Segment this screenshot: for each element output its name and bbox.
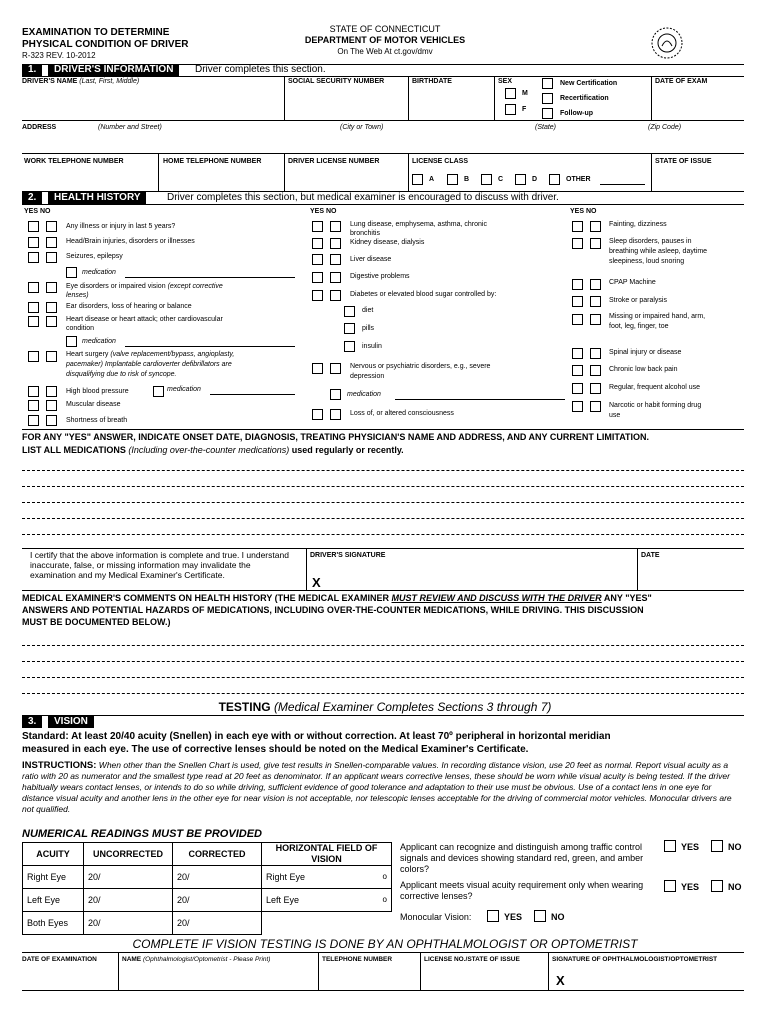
form-number: R-323 REV. 10-2012 (22, 51, 96, 60)
degree-symbol: o (382, 872, 387, 881)
missing-limb-label: Missing or impaired hand, arm, (609, 313, 706, 320)
liver-yes-checkbox[interactable] (312, 254, 323, 265)
divider (420, 952, 421, 990)
section-2-note: Driver completes this section, but medical examiner is encouraged to discuss with driver. (167, 192, 559, 203)
seizures-label: Seizures, epilepsy (66, 253, 123, 260)
empty-cell (262, 912, 392, 935)
date-label: DATE (641, 552, 660, 559)
seizures-yes-checkbox[interactable] (28, 252, 39, 263)
liver-no-checkbox[interactable] (330, 254, 341, 265)
zip-hint: (Zip Code) (648, 124, 682, 131)
stroke-no-checkbox[interactable] (590, 296, 601, 307)
eye-label: Eye disorders or impaired vision (except corrective (66, 283, 223, 290)
no-label: NO (728, 882, 742, 892)
divider (318, 952, 319, 990)
comment-line[interactable] (22, 677, 744, 678)
ophthalmologist-heading: COMPLETE IF VISION TESTING IS DONE BY AN OPHTHALMOLOGIST OR OPTOMETRIST (132, 937, 638, 951)
sex-f-label: F (522, 106, 527, 113)
right-corrected-cell[interactable]: 20/ (173, 866, 262, 889)
table-row (23, 889, 392, 912)
cpap-yes-checkbox[interactable] (572, 279, 583, 290)
divider (306, 548, 307, 590)
divider (22, 590, 744, 591)
corrected-header: CORRECTED (173, 843, 262, 866)
testing-heading: TESTING (Medical Examiner Completes Sections 3 through 7) (218, 700, 552, 714)
address-label: ADDRESS (22, 124, 57, 131)
class-c-checkbox[interactable] (481, 174, 492, 185)
acuity-table-header (23, 843, 392, 866)
numerical-readings-heading: NUMERICAL READINGS MUST BE PROVIDED (22, 828, 262, 840)
follow-up-checkbox[interactable] (542, 108, 553, 119)
pills-checkbox[interactable] (344, 323, 355, 334)
list-medications-instruction: LIST ALL MEDICATIONS (Including over-the-counter medications) used regularly or recently. (22, 445, 404, 455)
class-d-checkbox[interactable] (515, 174, 526, 185)
divider (408, 76, 409, 120)
drivers-name-label: DRIVER'S NAME (Last, First, Middle) (22, 78, 140, 85)
divider (22, 548, 744, 549)
digestive-no-checkbox[interactable] (330, 272, 341, 283)
right-eye-field-label: Right Eye (266, 872, 306, 882)
divider (408, 153, 409, 191)
medication-label: medication (167, 386, 201, 393)
bp-medication-checkbox[interactable] (153, 386, 164, 397)
eye-yes-checkbox[interactable] (28, 282, 39, 293)
cpap-label: CPAP Machine (609, 279, 656, 286)
examiner-comments-line2: ANSWERS AND POTENTIAL HAZARDS OF MEDICATIONS, INCLUDING OVER-THE-COUNTER MEDICATIONS, WHILE DRIVING. THIS DISCUSSION (22, 605, 644, 615)
vision-standard-line2: measured in each eye. The use of corrective lenses should be noted on the Medical Examiner's Certificate. (22, 744, 529, 755)
sleep-label-cont2: sleepiness, loud snoring (609, 258, 685, 265)
medication-label: medication (347, 391, 381, 398)
back-pain-no-checkbox[interactable] (590, 365, 601, 376)
certification-statement: I certify that the above information is complete and true. I understand inaccurate, false, or missing information may invalidate the examination and my Medical Examiner's Certificate. (30, 550, 289, 580)
section-3-title: VISION (48, 716, 94, 728)
illness-no-checkbox[interactable] (46, 221, 57, 232)
yes-label: YES (681, 882, 700, 892)
divider (22, 429, 744, 430)
back-pain-label: Chronic low back pain (609, 366, 678, 373)
diet-checkbox[interactable] (344, 306, 355, 317)
monocular-yes-checkbox[interactable] (487, 910, 499, 922)
heart-surgery-no-checkbox[interactable] (46, 351, 57, 362)
left-corrected-cell[interactable]: 20/ (173, 889, 262, 912)
sleep-label-cont1: breathing while asleep, daytime (609, 248, 708, 255)
history-line[interactable] (22, 486, 744, 487)
state-seal-icon (650, 26, 684, 60)
sex-m-label: M (522, 90, 528, 97)
divider (637, 548, 638, 590)
kidney-yes-checkbox[interactable] (312, 238, 323, 249)
no-label: NO (551, 912, 565, 922)
monocular-no-checkbox[interactable] (534, 910, 546, 922)
color-yes-checkbox[interactable] (664, 840, 676, 852)
ssn-label: SOCIAL SECURITY NUMBER (288, 78, 385, 85)
heart-surgery-cont1: pacemaker) Implantable cardioverter defibrillators are (66, 361, 232, 368)
divider (118, 952, 119, 990)
medication-line[interactable] (125, 346, 295, 347)
signature-x[interactable]: X (312, 575, 321, 590)
sleep-no-checkbox[interactable] (590, 238, 601, 249)
illness-label: Any illness or injury in last 5 years? (66, 223, 176, 230)
nervous-no-checkbox[interactable] (330, 363, 341, 374)
follow-up-label: Follow-up (560, 110, 594, 117)
sex-m-checkbox[interactable] (505, 88, 516, 99)
corrective-lenses-question: Applicant meets visual acuity requirement only when wearing corrective lenses? (400, 880, 644, 901)
heart-surgery-cont2: disqualifying due to risk of syncope. (66, 371, 177, 378)
nervous-label-cont: depression (350, 373, 385, 380)
any-yes-instruction: FOR ANY "YES" ANSWER, INDICATE ONSET DATE, DIAGNOSIS, TREATING PHYSICIAN'S NAME AND ADDRESS, AND ANY CURRENT LIMITATION. (22, 432, 650, 442)
section-2-number: 2. (22, 192, 42, 204)
class-c-label: C (498, 176, 504, 183)
comment-line[interactable] (22, 661, 744, 662)
muscular-label: Muscular disease (66, 401, 121, 408)
class-other-checkbox[interactable] (549, 174, 560, 185)
fainting-label: Fainting, dizziness (609, 221, 667, 228)
divider (22, 76, 744, 77)
no-label: NO (728, 842, 742, 852)
yes-label: YES (681, 842, 700, 852)
recertification-checkbox[interactable] (542, 93, 553, 104)
form-title-line2: PHYSICAL CONDITION OF DRIVER (22, 39, 189, 50)
lung-label-cont: bronchitis (350, 230, 380, 237)
nervous-medication-checkbox[interactable] (330, 389, 341, 400)
color-recognition-question: Applicant can recognize and distinguish among traffic control signals and devices showing standard red, green, and amber colors? (400, 842, 644, 874)
acuity-table (22, 842, 392, 935)
blood-pressure-label: High blood pressure (66, 388, 129, 395)
left-eye-field-label: Left Eye (266, 895, 300, 905)
class-a-label: A (429, 176, 435, 183)
heart-label: Heart disease or heart attack; other cardiovascular (66, 316, 223, 323)
diet-label: diet (362, 307, 374, 314)
sex-label: SEX (498, 78, 513, 85)
lenses-yes-checkbox[interactable] (664, 880, 676, 892)
new-certification-label: New Certification (560, 80, 618, 87)
diabetes-yes-checkbox[interactable] (312, 290, 323, 301)
back-pain-yes-checkbox[interactable] (572, 365, 583, 376)
divider (284, 76, 285, 120)
class-b-checkbox[interactable] (447, 174, 458, 185)
sex-f-checkbox[interactable] (505, 104, 516, 115)
right-horizontal-cell[interactable] (262, 866, 392, 889)
examiner-signature-x[interactable]: X (556, 973, 565, 988)
section-2-title: HEALTH HISTORY (48, 192, 146, 204)
section-1-number: 1. (22, 64, 42, 76)
yes-no-header-1: YES NO (24, 208, 51, 215)
license-state-label: LICENSE NO./STATE OF ISSUE (424, 956, 520, 963)
driver-signature-label: DRIVER'S SIGNATURE (310, 552, 386, 559)
comment-line[interactable] (22, 693, 744, 694)
sleep-label: Sleep disorders, pauses in (609, 238, 692, 245)
narcotic-label: Narcotic or habit forming drug (609, 402, 702, 409)
both-corrected-cell[interactable]: 20/ (173, 912, 262, 935)
recertification-label: Recertification (560, 95, 609, 102)
head-no-checkbox[interactable] (46, 237, 57, 248)
sleep-yes-checkbox[interactable] (572, 238, 583, 249)
department-name: DEPARTMENT OF MOTOR VEHICLES (304, 35, 466, 45)
color-no-checkbox[interactable] (711, 840, 723, 852)
city-hint: (City or Town) (340, 124, 384, 131)
medication-label: medication (82, 269, 116, 276)
divider (22, 952, 744, 953)
eye-label-cont: lenses) (66, 292, 89, 299)
heart-surgery-label: Heart surgery (valve replacement/bypass, angioplasty, (66, 351, 235, 358)
vision-instructions: INSTRUCTIONS: When other than the Snellen Chart is used, give test results in Snellen-comparable values. In recording distance vision, use 20 feet as normal. Report visual acuity as a ratio with 20 as numerator and the smallest type read at 20 feet as denominator. If an applicant wears corrective lenses, these should be worn while visual acuity is being tested. If the driver habitually wears contact lenses, or intends to do so while driving, sufficient evidence of good tolerance and adaptation to their use must be obvious. Use of a contact lens in one eye for distance visual acuity and another lens in the other eye for near vision is not acceptable, nor telescopic lenses acceptable for the driving of commercial motor vehicles. Monocular drivers are not qualified. (22, 760, 732, 814)
history-line[interactable] (22, 518, 744, 519)
consciousness-no-checkbox[interactable] (330, 409, 341, 420)
vision-standard-line1: Standard: At least 20/40 acuity (Snellen) in each eye with or without correction. At least 70º peripheral in horizontal meridian (22, 731, 611, 742)
narcotic-yes-checkbox[interactable] (572, 401, 583, 412)
digestive-label: Digestive problems (350, 273, 410, 280)
left-eye-label: Left Eye (23, 889, 84, 912)
lenses-no-checkbox[interactable] (711, 880, 723, 892)
insulin-label: insulin (362, 343, 382, 350)
section-1-note: Driver completes this section. (195, 64, 326, 75)
monocular-vision-label: Monocular Vision: (400, 912, 472, 922)
both-eyes-label: Both Eyes (23, 912, 84, 935)
form-title-line1: EXAMINATION TO DETERMINE (22, 27, 170, 38)
license-class-label: LICENSE CLASS (412, 158, 469, 165)
spinal-label: Spinal injury or disease (609, 349, 682, 356)
class-b-label: B (464, 176, 470, 183)
alcohol-no-checkbox[interactable] (590, 383, 601, 394)
missing-limb-yes-checkbox[interactable] (572, 314, 583, 325)
blood-pressure-yes-checkbox[interactable] (28, 386, 39, 397)
home-telephone-label: HOME TELEPHONE NUMBER (163, 158, 262, 165)
table-row (23, 912, 392, 935)
medication-line[interactable] (395, 399, 565, 400)
exam-date-label: DATE OF EXAMINATION (22, 956, 97, 963)
alcohol-label: Regular, frequent alcohol use (609, 384, 701, 391)
spinal-yes-checkbox[interactable] (572, 348, 583, 359)
alcohol-yes-checkbox[interactable] (572, 383, 583, 394)
digestive-yes-checkbox[interactable] (312, 272, 323, 283)
heart-surgery-yes-checkbox[interactable] (28, 351, 39, 362)
pills-label: pills (362, 325, 375, 332)
seizures-no-checkbox[interactable] (46, 252, 57, 263)
fainting-no-checkbox[interactable] (590, 221, 601, 232)
medication-label: medication (82, 338, 116, 345)
muscular-yes-checkbox[interactable] (28, 400, 39, 411)
left-horizontal-cell[interactable] (262, 889, 392, 912)
horizontal-field-header: HORIZONTAL FIELD OF VISION (262, 843, 392, 866)
breath-label: Shortness of breath (66, 417, 128, 424)
stroke-label: Stroke or paralysis (609, 297, 667, 304)
history-line[interactable] (22, 470, 744, 471)
blood-pressure-no-checkbox[interactable] (46, 386, 57, 397)
fainting-yes-checkbox[interactable] (572, 221, 583, 232)
state-hint: (State) (535, 124, 557, 131)
history-line[interactable] (22, 502, 744, 503)
narcotic-no-checkbox[interactable] (590, 401, 601, 412)
diabetes-label: Diabetes or elevated blood sugar controlled by: (350, 291, 497, 298)
section-3-number: 3. (22, 716, 42, 728)
insulin-checkbox[interactable] (344, 341, 355, 352)
examiner-comments-line1: MEDICAL EXAMINER'S COMMENTS ON HEALTH HISTORY (THE MEDICAL EXAMINER MUST REVIEW AND DISCUSS WITH THE DRIVER ANY "YES" (22, 593, 652, 603)
eye-no-checkbox[interactable] (46, 282, 57, 293)
left-uncorrected-cell[interactable]: 20/ (84, 889, 173, 912)
missing-limb-no-checkbox[interactable] (590, 314, 601, 325)
kidney-label: Kidney disease, dialysis (350, 239, 425, 246)
examiner-name-label: NAME (Ophthalmologist/Optometrist - Please Print) (122, 956, 271, 963)
muscular-no-checkbox[interactable] (46, 400, 57, 411)
heart-medication-checkbox[interactable] (66, 336, 77, 347)
heart-no-checkbox[interactable] (46, 316, 57, 327)
head-label: Head/Brain injuries, disorders or illnesses (66, 238, 195, 245)
state-of-issue-label: STATE OF ISSUE (655, 158, 712, 165)
medication-line[interactable] (210, 394, 295, 395)
lung-label: Lung disease, emphysema, asthma, chronic (350, 221, 487, 228)
section-1-title: DRIVER'S INFORMATION (48, 64, 179, 76)
yes-no-header-2: YES NO (310, 208, 337, 215)
lung-no-checkbox[interactable] (330, 221, 341, 232)
date-of-exam-label: DATE OF EXAM (655, 78, 708, 85)
divider (548, 952, 549, 990)
birthdate-label: BIRTHDATE (412, 78, 452, 85)
dmv-website: On The Web At ct.gov/dmv (337, 47, 433, 56)
medication-line[interactable] (125, 277, 295, 278)
lung-yes-checkbox[interactable] (312, 221, 323, 232)
divider (651, 153, 652, 191)
telephone-label: TELEPHONE NUMBER (322, 956, 393, 963)
degree-symbol: o (382, 895, 387, 904)
ear-yes-checkbox[interactable] (28, 302, 39, 313)
new-certification-checkbox[interactable] (542, 78, 553, 89)
class-a-checkbox[interactable] (412, 174, 423, 185)
uncorrected-header: UNCORRECTED (84, 843, 173, 866)
divider (284, 153, 285, 191)
examiner-signature-label: SIGNATURE OF OPHTHALMOLOGIST/OPTOMETRIST (552, 956, 718, 963)
ear-no-checkbox[interactable] (46, 302, 57, 313)
history-line[interactable] (22, 534, 744, 535)
driver-license-label: DRIVER LICENSE NUMBER (288, 158, 380, 165)
divider (22, 153, 744, 154)
consciousness-label: Loss of, or altered consciousness (350, 410, 454, 417)
diabetes-no-checkbox[interactable] (330, 290, 341, 301)
kidney-no-checkbox[interactable] (330, 238, 341, 249)
right-eye-label: Right Eye (23, 866, 84, 889)
both-uncorrected-cell[interactable]: 20/ (84, 912, 173, 935)
breath-no-checkbox[interactable] (46, 415, 57, 426)
seizures-medication-checkbox[interactable] (66, 267, 77, 278)
comment-line[interactable] (22, 645, 744, 646)
divider (22, 715, 744, 716)
head-yes-checkbox[interactable] (28, 237, 39, 248)
examiner-comments-line3: MUST BE DOCUMENTED BELOW.) (22, 617, 171, 627)
missing-limb-label-cont: foot, leg, finger, toe (609, 323, 669, 330)
other-class-line[interactable] (600, 184, 645, 185)
divider (494, 76, 495, 120)
class-d-label: D (532, 176, 538, 183)
narcotic-label-cont: use (609, 412, 621, 419)
breath-yes-checkbox[interactable] (28, 415, 39, 426)
divider (651, 76, 652, 120)
yes-label: YES (504, 912, 523, 922)
divider (22, 204, 744, 205)
nervous-label: Nervous or psychiatric disorders, e.g., severe (350, 363, 491, 370)
stroke-yes-checkbox[interactable] (572, 296, 583, 307)
heart-label-cont: condition (66, 325, 95, 332)
acuity-header: ACUITY (23, 843, 84, 866)
work-telephone-label: WORK TELEPHONE NUMBER (24, 158, 124, 165)
divider (22, 120, 744, 121)
table-row (23, 866, 392, 889)
class-other-label: OTHER (566, 176, 591, 183)
illness-yes-checkbox[interactable] (28, 221, 39, 232)
nervous-yes-checkbox[interactable] (312, 363, 323, 374)
heart-yes-checkbox[interactable] (28, 316, 39, 327)
street-hint: (Number and Street) (98, 124, 162, 131)
divider (22, 990, 744, 991)
ear-label: Ear disorders, loss of hearing or balance (66, 303, 192, 310)
divider (158, 153, 159, 191)
consciousness-yes-checkbox[interactable] (312, 409, 323, 420)
yes-no-header-3: YES NO (570, 208, 597, 215)
cpap-no-checkbox[interactable] (590, 279, 601, 290)
liver-label: Liver disease (350, 256, 392, 263)
state-name: STATE OF CONNECTICUT (329, 24, 441, 34)
spinal-no-checkbox[interactable] (590, 348, 601, 359)
right-uncorrected-cell[interactable]: 20/ (84, 866, 173, 889)
